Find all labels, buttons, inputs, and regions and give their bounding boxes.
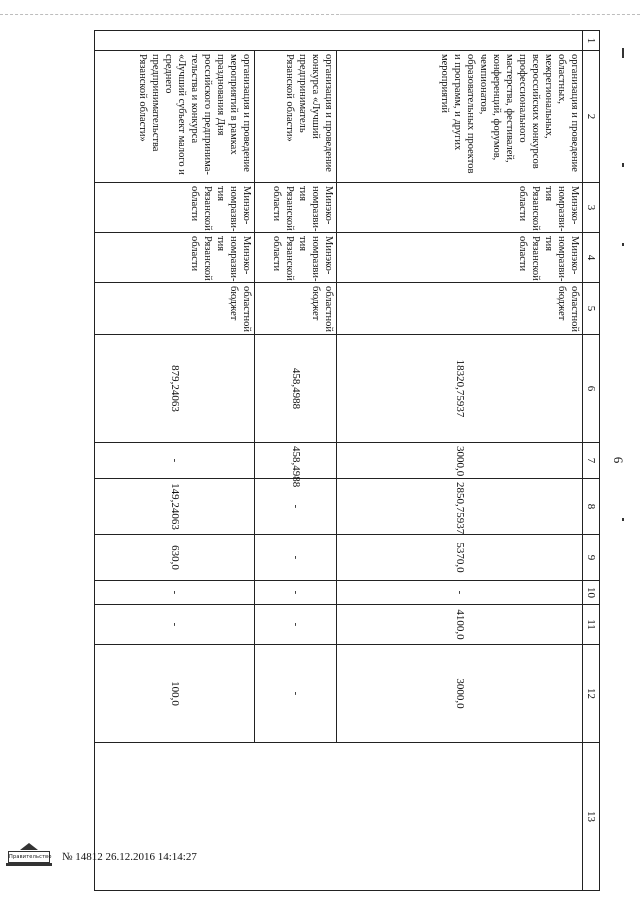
header-row (583, 31, 600, 891)
year-amount-cell: 4100,0 (337, 605, 583, 645)
page-number: 6 (611, 456, 626, 464)
header-cell: 6 (583, 335, 600, 443)
rotated-page-container (60, 30, 626, 890)
responsible-executor-cell: Минэко-номразви-тия Рязанской области (255, 183, 337, 233)
year-amount-cell: - (337, 581, 583, 605)
year-amount-cell: - (95, 605, 255, 645)
document-page (60, 30, 626, 890)
registration-footer (6, 843, 276, 883)
funding-source-cell: областной бюджет (95, 283, 255, 335)
header-cell: 10 (583, 581, 600, 605)
header-cell: 9 (583, 535, 600, 581)
year-amount-cell: 149,24063 (95, 479, 255, 535)
header-cell: 4 (583, 233, 600, 283)
main-manager-cell: Минэко-номразви-тия Рязанской области (95, 233, 255, 283)
program-table (94, 30, 600, 891)
year-amount-cell: - (255, 581, 337, 605)
main-manager-cell: Минэко-номразви-тия Рязанской области (337, 233, 583, 283)
year-amount-cell: 2850,75937 (337, 479, 583, 535)
header-cell: 7 (583, 443, 600, 479)
measure-name-cell: организация и проведение конкурса «Лучший предприниматель Рязанской области» (255, 51, 337, 183)
total-amount-cell: 879,24063 (95, 335, 255, 443)
header-cell: 2 (583, 51, 600, 183)
year-amount-cell: - (255, 535, 337, 581)
measure-name-cell: организация и проведение мероприятий в рамках празднования Дня российского предпринима-тельства и конкурса «Лучший субъект малого и среднего предпринимательства Рязанской области» (95, 51, 255, 183)
year-amount-cell: 630,0 (95, 535, 255, 581)
stamp-label: Правительство (8, 851, 50, 863)
registration-number: № 14812 26.12.2016 14:14:27 (62, 851, 197, 863)
responsible-executor-cell: Минэко-номразви-тия Рязанской области (95, 183, 255, 233)
year-amount-cell: 3000,0 (337, 645, 583, 743)
measure-name-cell: организация и проведение областных, межрегиональных, всероссийских конкурсов профессионального мастерства, фестивалей, конференций, форумов, чемпионатов, образовательных проектов и программ, и других мероприятий (337, 51, 583, 183)
year-amount-cell: 3000,0 (337, 443, 583, 479)
scan-edge-line-solid (340, 14, 570, 15)
year-amount-cell: 458,4988 (255, 443, 337, 479)
year-amount-cell: 100,0 (95, 645, 255, 743)
year-amount-cell: - (95, 443, 255, 479)
header-cell: 11 (583, 605, 600, 645)
header-cell: 12 (583, 645, 600, 743)
year-amount-cell: - (255, 645, 337, 743)
row-number-cell (95, 31, 583, 51)
year-amount-cell: - (95, 581, 255, 605)
funding-source-cell: областной бюджет (255, 283, 337, 335)
header-cell: 13 (583, 743, 600, 891)
table-row (337, 31, 583, 891)
header-cell: 5 (583, 283, 600, 335)
government-stamp (6, 843, 52, 869)
responsible-executor-cell: Минэко-номразви-тия Рязанской области (337, 183, 583, 233)
header-cell: 8 (583, 479, 600, 535)
year-amount-cell: - (255, 605, 337, 645)
total-amount-cell: 18320,75937 (337, 335, 583, 443)
funding-source-cell: областной бюджет (337, 283, 583, 335)
total-amount-cell: 458,4988 (255, 335, 337, 443)
main-manager-cell: Минэко-номразви-тия Рязанской области (255, 233, 337, 283)
year-amount-cell: 5370,0 (337, 535, 583, 581)
year-amount-cell: - (255, 479, 337, 535)
header-cell: 3 (583, 183, 600, 233)
header-cell: 1 (583, 31, 600, 51)
